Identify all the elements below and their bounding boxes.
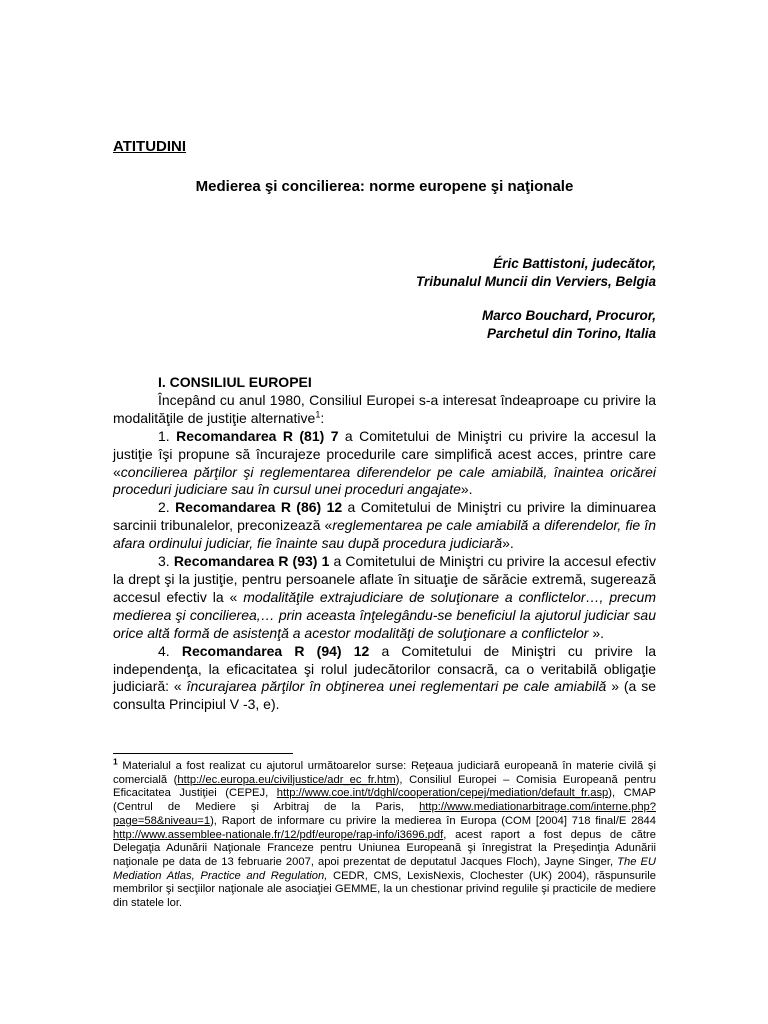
- item-end: » (a se consulta Principiul V -3, e).: [113, 678, 657, 713]
- item-end: ».: [588, 624, 605, 641]
- item-quote: încurajarea părţilor în obţinerea unei reglementari pe cale amiabilă: [186, 678, 607, 695]
- author-2-name: Marco Bouchard, Procuror,: [481, 308, 656, 323]
- recommendation-name: Recomandarea R (93) 1: [173, 553, 330, 570]
- item-text: a Comitetului de Miniştri cu privire la accesul la justiţie îşi propune să încurajeze procedurile care simplifică acest acces, printre care «: [113, 427, 657, 480]
- author-1-affiliation: Tribunalul Muncii din Verviers, Belgia: [415, 274, 656, 289]
- footnote-ref: 1: [315, 409, 321, 420]
- footnote-marker: 1: [113, 756, 118, 767]
- author-2-affiliation: Parchetul din Torino, Italia: [486, 326, 656, 341]
- item-number: 4.: [158, 642, 182, 659]
- item-number: 2.: [158, 499, 176, 516]
- item-quote: modalităţile extrajudiciare de soluţionare a conflictelor…, precum medierea şi concilierea,… prin aceasta înţelegându-se beneficiul la ajutorul judiciar sau orice altă formă de asistenţă a acestor modalităţi de soluţionare a conflictelor: [113, 588, 656, 641]
- section-heading: I. CONSILIUL EUROPEI: [158, 374, 312, 390]
- footnote-link[interactable]: http://ec.europa.eu/civiljustice/adr_ec_fr.htm: [177, 773, 396, 786]
- footnote: [113, 756, 657, 911]
- footnote-text: , acest raport a fost depus de către Delegaţia Adunării Naţionale Franceze pentru Uniunea Europeană şi înregistrat la Preşedinţia Adunării naţionale pe data de 13 februarie 2007, apoi prezentat de deputatul Jacques Floch), Jayne Singer,: [113, 828, 656, 868]
- item-text: a Comitetului de Miniştri cu privire la independenţa, la eficacitatea şi rolul judecătorilor consacră, ca o veritabilă obligaţie judiciară: «: [113, 642, 656, 695]
- recommendation-item: [113, 428, 656, 500]
- footnote-text: ), Consiliul Europei – Comisia Europeană pentru Eficacitatea Justiţiei (CEPEJ,: [113, 773, 656, 800]
- intro-paragraph: [113, 392, 656, 428]
- item-number: 1.: [158, 427, 177, 444]
- footnote-book-title: The EU Mediation Atlas, Practice and Regulation,: [113, 855, 657, 882]
- item-text: a Comitetului de Miniştri cu privire la diminuarea sarcinii tribunalelor, preconizează «: [113, 499, 656, 534]
- footnote-text: ), CMAP (Centrul de Mediere şi Arbitraj de la Paris,: [113, 787, 657, 814]
- footnote-text: ), Raport de informare cu privire la medierea în Europa (COM [2004] 718 final/E 2844: [210, 814, 656, 827]
- item-end: ».: [502, 535, 514, 552]
- footnote-text: Materialul a fost realizat cu ajutorul următoarelor surse: Reţeaua judiciară europeană în materie civilă şi comercială (: [113, 760, 656, 786]
- footnote-text: CEDR, CMS, LexisNexis, Clochester (UK) 2004), răspunsurile membrilor şi secţiilor naţionale ale asociaţiei GEMME, la un chestionar privind regulile şi practicile de mediere din statele lor.: [113, 869, 656, 910]
- recommendation-name: Recomandarea R (94) 12: [181, 642, 370, 659]
- footnote-link[interactable]: http://www.mediationarbitrage.com/interne.php?page=58&niveau=1: [113, 801, 656, 827]
- intro-text: Începând cu anul 1980, Consiliul Europei s-a interesat îndeaproape cu privire la modalităţile de justiţie alternative: [113, 391, 656, 426]
- item-number: 3.: [158, 553, 174, 570]
- recommendation-item: [113, 499, 656, 553]
- recommendation-item: [113, 643, 656, 715]
- author-block: [416, 255, 656, 343]
- article-body: [113, 374, 656, 714]
- recommendation-item: [113, 553, 656, 643]
- author-1-name: Éric Battistoni, judecător,: [493, 256, 656, 271]
- article-title: Medierea şi concilierea: norme europene şi naţionale: [195, 178, 574, 195]
- recommendation-name: Recomandarea R (81) 7: [176, 427, 339, 444]
- item-text: a Comitetului de Miniştri cu privire la accesul efectiv la drept şi la justiţie, pentru persoanele aflate în situaţie de sărăcie extremă, sugerează accesul efectiv la «: [113, 553, 656, 605]
- item-quote: reglementarea pe cale amiabilă a diferendelor, fie în afara ordinului judiciar, fie înainte sau după procedura judiciară: [113, 517, 656, 552]
- footnote-separator: [113, 753, 293, 754]
- footnote-link[interactable]: http://www.assemblee-nationale.fr/12/pdf/europe/rap-info/i3696.pdf: [113, 828, 444, 841]
- recommendation-name: Recomandarea R (86) 12: [175, 499, 343, 516]
- intro-end: :: [320, 409, 325, 426]
- item-end: ».: [460, 481, 473, 498]
- section-label: ATITUDINI: [113, 138, 187, 155]
- footnote-link[interactable]: http://www.coe.int/t/dghl/cooperation/cepej/mediation/default_fr.asp: [276, 787, 609, 800]
- item-quote: concilierea părţilor şi reglementarea diferendelor pe cale amiabilă, înaintea oricărei proceduri judiciare sau în cursul unei proceduri angajate: [113, 463, 656, 498]
